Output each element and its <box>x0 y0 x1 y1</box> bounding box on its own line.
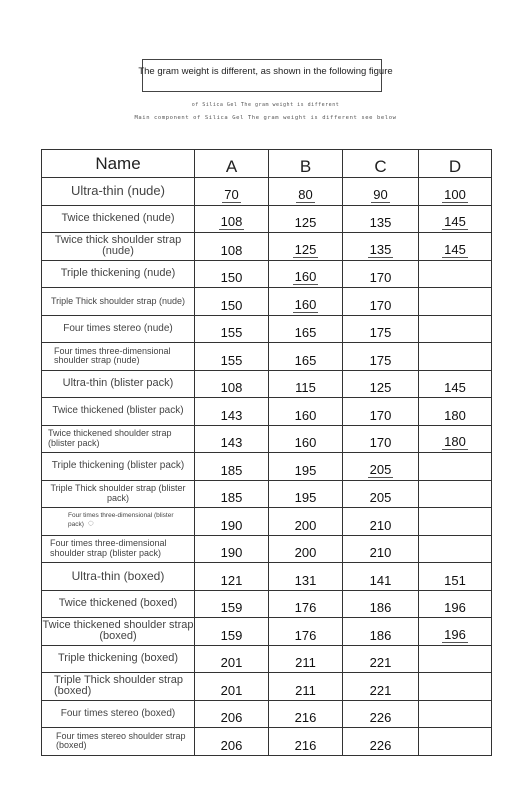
cell-a: 190 <box>195 535 269 563</box>
cell-c: 135 <box>343 233 419 261</box>
cell-d: 145 <box>419 205 492 233</box>
loading-icon: ◌ <box>87 518 94 530</box>
table-row <box>42 535 492 563</box>
cell-d <box>419 700 492 728</box>
cell-b: 195 <box>269 480 343 508</box>
row-name: Twice thickened shoulder strap (blister pack) <box>42 425 195 453</box>
table-row <box>42 343 492 371</box>
cell-a: 159 <box>195 590 269 618</box>
row-name: Triple Thick shoulder strap (blister pack) <box>42 480 195 508</box>
cell-c: 170 <box>343 425 419 453</box>
row-name: Four times three-dimensional shoulder strap (blister pack) <box>42 535 195 563</box>
header-row <box>42 150 492 178</box>
cell-d: 196 <box>419 618 492 646</box>
cell-d: 145 <box>419 370 492 398</box>
row-name: Ultra-thin (blister pack) <box>42 370 195 398</box>
cell-b: 216 <box>269 728 343 756</box>
cell-d: 196 <box>419 590 492 618</box>
cell-b: 131 <box>269 563 343 591</box>
table-row <box>42 480 492 508</box>
cell-b: 216 <box>269 700 343 728</box>
cell-c: 141 <box>343 563 419 591</box>
cell-b: 160 <box>269 260 343 288</box>
cell-d: 151 <box>419 563 492 591</box>
table-row <box>42 673 492 701</box>
row-name: Twice thickened shoulder strap (boxed) <box>42 618 195 646</box>
row-name: Twice thickened (nude) <box>42 205 195 233</box>
cell-b: 160 <box>269 288 343 316</box>
cell-c: 125 <box>343 370 419 398</box>
table-row <box>42 618 492 646</box>
cell-b: 115 <box>269 370 343 398</box>
cell-d: 180 <box>419 398 492 426</box>
row-name: Twice thick shoulder strap (nude) <box>42 233 195 261</box>
cell-b: 176 <box>269 590 343 618</box>
cell-c: 170 <box>343 260 419 288</box>
row-name: Triple thickening (nude) <box>42 260 195 288</box>
cell-a: 121 <box>195 563 269 591</box>
row-name: Twice thickened (blister pack) <box>42 398 195 426</box>
cell-a: 150 <box>195 288 269 316</box>
cell-c: 186 <box>343 618 419 646</box>
cell-b: 195 <box>269 453 343 481</box>
cell-b: 165 <box>269 343 343 371</box>
cell-d <box>419 288 492 316</box>
row-name: Four times three-dimensional (blister pack) ◌ <box>42 508 195 536</box>
cell-b: 165 <box>269 315 343 343</box>
table-row <box>42 728 492 756</box>
table-row <box>42 453 492 481</box>
table-row <box>42 315 492 343</box>
table-row <box>42 178 492 206</box>
cell-a: 185 <box>195 480 269 508</box>
cell-a: 108 <box>195 370 269 398</box>
column-header-b: B <box>269 150 343 178</box>
column-header-c: C <box>343 150 419 178</box>
row-name: Four times stereo (nude) <box>42 315 195 343</box>
cell-b: 200 <box>269 508 343 536</box>
cell-c: 135 <box>343 205 419 233</box>
cell-a: 108 <box>195 205 269 233</box>
cell-d: 145 <box>419 233 492 261</box>
cell-c: 205 <box>343 480 419 508</box>
cell-b: 211 <box>269 673 343 701</box>
cell-d: 100 <box>419 178 492 206</box>
cell-b: 125 <box>269 233 343 261</box>
gram-weight-table <box>41 149 492 756</box>
cell-d <box>419 645 492 673</box>
row-name: Four times three-dimensional shoulder strap (nude) <box>42 343 195 371</box>
row-name: Triple Thick shoulder strap (nude) <box>42 288 195 316</box>
subtitle-small: of Silica Gel The gram weight is different <box>191 102 340 108</box>
row-name: Ultra-thin (nude) <box>42 178 195 206</box>
cell-b: 125 <box>269 205 343 233</box>
cell-c: 226 <box>343 700 419 728</box>
cell-c: 170 <box>343 398 419 426</box>
cell-d <box>419 728 492 756</box>
cell-c: 186 <box>343 590 419 618</box>
cell-b: 160 <box>269 398 343 426</box>
cell-c: 175 <box>343 343 419 371</box>
cell-a: 150 <box>195 260 269 288</box>
cell-a: 201 <box>195 645 269 673</box>
table-row <box>42 508 492 536</box>
cell-b: 80 <box>269 178 343 206</box>
column-header-name: Name <box>42 150 195 178</box>
cell-a: 159 <box>195 618 269 646</box>
cell-b: 160 <box>269 425 343 453</box>
cell-a: 206 <box>195 728 269 756</box>
row-name: Four times stereo (boxed) <box>42 700 195 728</box>
cell-a: 143 <box>195 425 269 453</box>
table-row <box>42 288 492 316</box>
cell-b: 176 <box>269 618 343 646</box>
row-name: Twice thickened (boxed) <box>42 590 195 618</box>
cell-c: 226 <box>343 728 419 756</box>
cell-d <box>419 315 492 343</box>
row-name: Triple thickening (blister pack) <box>42 453 195 481</box>
cell-c: 210 <box>343 508 419 536</box>
page-title: The gram weight is different, as shown in the following figure <box>138 66 393 77</box>
cell-c: 221 <box>343 645 419 673</box>
column-header-d: D <box>419 150 492 178</box>
table-row <box>42 398 492 426</box>
subtitle-main: Main component of Silica Gel The gram weight is different see below <box>134 115 397 121</box>
cell-a: 190 <box>195 508 269 536</box>
cell-b: 211 <box>269 645 343 673</box>
cell-d <box>419 480 492 508</box>
cell-c: 221 <box>343 673 419 701</box>
cell-a: 201 <box>195 673 269 701</box>
cell-c: 170 <box>343 288 419 316</box>
cell-c: 210 <box>343 535 419 563</box>
cell-d <box>419 508 492 536</box>
cell-d <box>419 535 492 563</box>
cell-a: 108 <box>195 233 269 261</box>
cell-d <box>419 260 492 288</box>
column-header-a: A <box>195 150 269 178</box>
cell-b: 200 <box>269 535 343 563</box>
table-row <box>42 700 492 728</box>
cell-d: 180 <box>419 425 492 453</box>
cell-c: 205 <box>343 453 419 481</box>
table-row <box>42 233 492 261</box>
cell-d <box>419 343 492 371</box>
cell-a: 155 <box>195 315 269 343</box>
table-row <box>42 370 492 398</box>
cell-a: 143 <box>195 398 269 426</box>
row-name: Triple Thick shoulder strap (boxed) <box>42 673 195 701</box>
row-name: Ultra-thin (boxed) <box>42 563 195 591</box>
cell-a: 185 <box>195 453 269 481</box>
row-name: Triple thickening (boxed) <box>42 645 195 673</box>
cell-a: 155 <box>195 343 269 371</box>
cell-c: 175 <box>343 315 419 343</box>
table-row <box>42 260 492 288</box>
row-name: Four times stereo shoulder strap (boxed) <box>42 728 195 756</box>
table-row <box>42 205 492 233</box>
cell-d <box>419 673 492 701</box>
cell-d <box>419 453 492 481</box>
table-row <box>42 645 492 673</box>
cell-a: 70 <box>195 178 269 206</box>
table-row <box>42 563 492 591</box>
table-row <box>42 425 492 453</box>
cell-c: 90 <box>343 178 419 206</box>
cell-a: 206 <box>195 700 269 728</box>
table-row <box>42 590 492 618</box>
